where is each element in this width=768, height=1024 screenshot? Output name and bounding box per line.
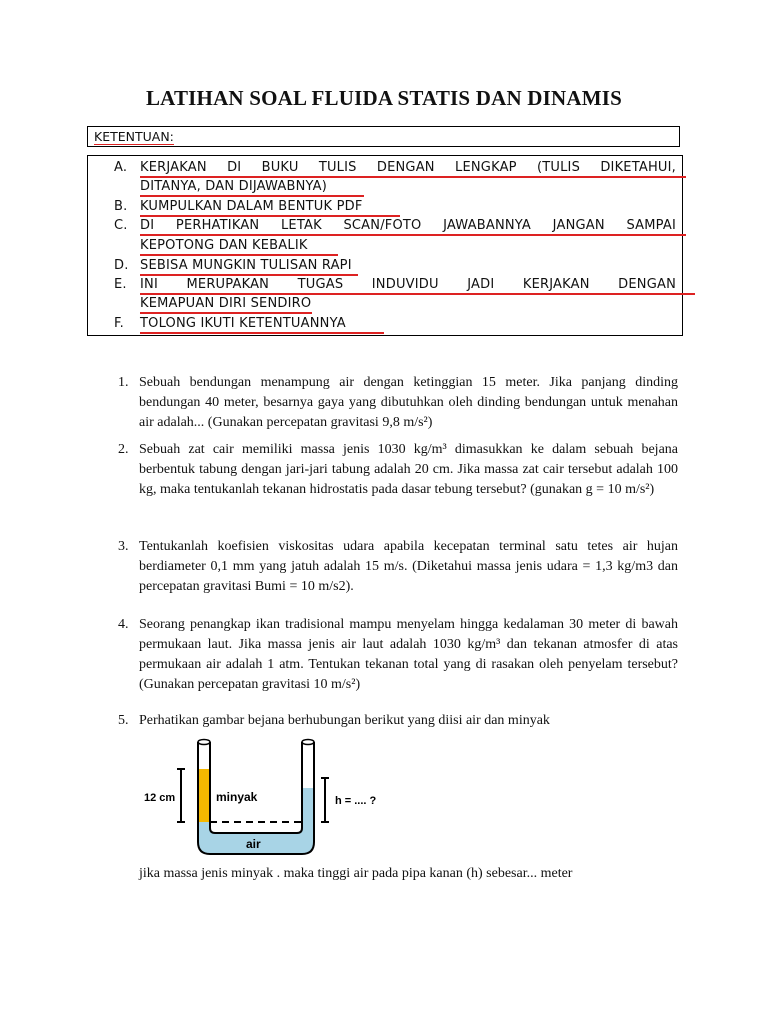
question-item [118,537,678,597]
label-minyak: minyak [216,790,258,804]
rule-text: KEMAPUAN DIRI SENDIRO [140,296,312,311]
rule-letter: C. [114,218,128,233]
rule-text: TOLONG IKUTI KETENTUANNYA [140,316,346,331]
follow-up-question: jika massa jenis minyak . maka tinggi air pada pipa kanan (h) sebesar... meter [139,866,573,881]
question-number: 5. [118,713,129,728]
label-air: air [246,837,261,851]
oil-column [198,769,210,822]
question-text: Sebuah zat cair memiliki massa jenis 1030 kg/m³ dimasukkan ke dalam sebuah bejana berbentuk tabung dengan jari-jari tabung adalah 20 cm. Jika massa zat cair tersebut adalah 100 kg, maka tentukanlah tekanan hidrostatis pada dasar tebung tersebut? (gunakan g = 10 m/s²) [139,442,678,497]
rule-letter: B. [114,199,128,214]
tube-left-opening [198,740,210,745]
ketentuan-header [87,126,680,147]
question-number: 3. [118,539,129,554]
red-underline [140,254,338,256]
question-item [118,440,678,500]
rule-text: DI PERHATIKAN LETAK SCAN/FOTO JAWABANNYA JANGAN SAMPAI [140,218,676,233]
question-item [118,615,678,695]
page-title: LATIHAN SOAL FLUIDA STATIS DAN DINAMIS [145,86,623,110]
rule-text: INI MERUPAKAN TUGAS INDUVIDU JADI KERJAKAN DENGAN [140,277,676,292]
question-item [118,711,678,731]
tube-inner-outline [210,742,302,833]
rule-text: KUMPULKAN DALAM BENTUK PDF [140,199,363,214]
question-text: Perhatikan gambar bejana berhubungan berikut yang diisi air dan minyak [139,713,550,728]
ketentuan-label: KETENTUAN: [94,129,174,144]
question-number: 4. [118,617,129,632]
question-text: Seorang penangkap ikan tradisional mampu menyelam hingga kedalaman 30 meter di bawah permukaan laut. Jika massa jenis air laut adalah 1030 kg/m³ dan tekanan atmosfer di atas permukaan air adalah 1 atm. Tentukan tekanan total yang di rasakan oleh penyelam tersebut? (Gunakan percepatan gravitasi 10 m/s²) [139,617,678,692]
question-item [118,373,678,433]
rule-letter: F. [114,316,124,331]
question-number: 2. [118,442,129,457]
rule-text: SEBISA MUNGKIN TULISAN RAPI [140,258,352,273]
rule-text: DITANYA, DAN DIJAWABNYA) [140,179,328,194]
tube-right-opening [302,740,314,745]
rules-box [87,155,683,336]
rule-text: KEPOTONG DAN KEBALIK [140,238,308,253]
question-text: Tentukanlah koefisien viskositas udara apabila kecepatan terminal satu tetes air hujan berdiameter 0,1 mm yang jatuh adalah 15 m/s. (Diketahui massa jenis udara = 1,3 kg/m3 dan percepatan gravitasi Bumi = 10 m/s2). [139,539,678,594]
red-underline [140,293,695,295]
question-number: 1. [118,375,129,390]
red-underline [140,332,384,334]
u-tube-diagram [140,736,400,865]
red-underline [140,176,686,178]
red-underline [140,215,400,217]
rule-letter: E. [114,277,127,292]
rule-letter: D. [114,258,129,273]
label-12cm: 12 cm [144,792,176,804]
rule-letter: A. [114,160,128,175]
label-h: h = .... ? [335,795,377,807]
red-underline [140,312,312,314]
red-underline [140,234,686,236]
red-underline [140,195,364,197]
red-underline [140,274,358,276]
question-text: Sebuah bendungan menampung air dengan ketinggian 15 meter. Jika panjang dinding bendungan 40 meter, besarnya gaya yang dibutuhkan oleh dinding bendungan untuk menahan air adalah... (Gunakan percepatan gravitasi 9,8 m/s²) [139,375,678,430]
rule-text: KERJAKAN DI BUKU TULIS DENGAN LENGKAP (TULIS DIKETAHUI, [140,160,676,175]
